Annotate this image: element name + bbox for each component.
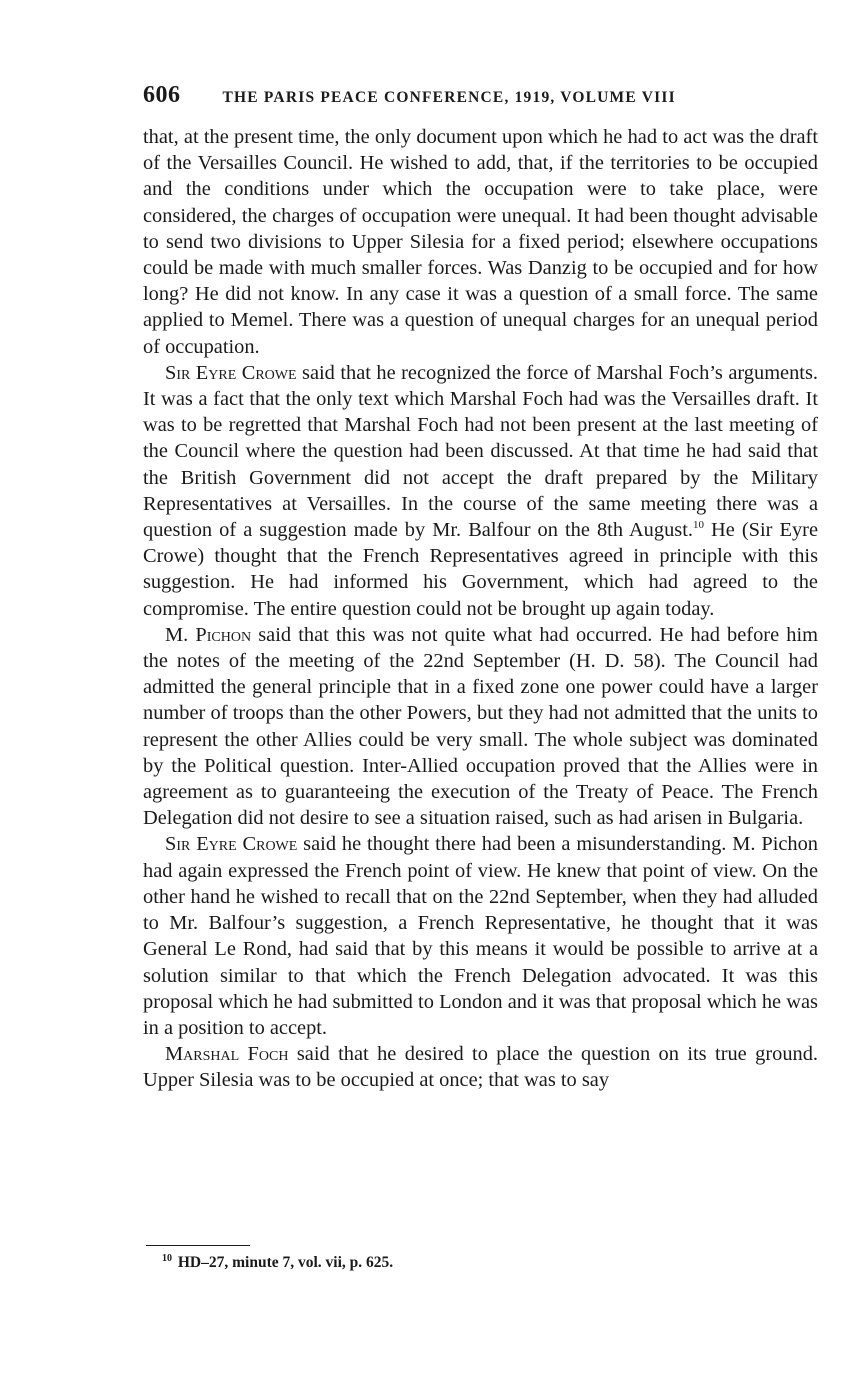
running-title: THE PARIS PEACE CONFERENCE, 1919, VOLUME VIII [222, 89, 676, 106]
footnote-text: HD–27, minute 7, vol. vii, p. 625. [174, 1254, 394, 1271]
speaker-name: M. Pichon [165, 623, 252, 646]
paragraph-text: said that he recognized the force of Marshal Foch’s arguments. It was a fact that the only text which Marshal Foch had was the Versailles draft. It was to be regretted that Marshal Foch had not been present at the last meeting of the Council where the question had been discussed. At that time he had said that the British Government did not accept the draft prepared by the Military Representatives at Versailles. In the course of the same meeting there was a question of a suggestion made by Mr. Balfour on the 8th August. [143, 361, 818, 542]
paragraph [143, 360, 818, 622]
speaker-name: Marshal Foch [165, 1043, 289, 1066]
page-number: 606 [143, 82, 181, 108]
paragraph [143, 831, 818, 1041]
footnote-number: 10 [162, 1252, 172, 1264]
footnote-reference[interactable]: 10 [692, 519, 704, 532]
paragraph-text: that, at the present time, the only document upon which he had to act was the draft of the Versailles Council. He wished to add, that, if the territories to be occupied and the conditions under which the occupation were to take place, were considered, the charges of occupation were unequal. It had been thought advisable to send two divisions to Upper Silesia for a fixed period; elsewhere occupations could be made with much smaller forces. Was Danzig to be occupied and for how long? He did not know. In any case it was a question of a small force. The same applied to Memel. There was a question of unequal charges for an unequal period of occupation. [143, 126, 818, 358]
speaker-name: Sir Eyre Crowe [165, 361, 297, 384]
paragraph [143, 124, 818, 360]
paragraph-text: He (Sir Eyre Crowe) thought that the French Representatives agreed in principle with this suggestion. He had informed his Government, which had agreed to the compromise. The entire question could not be brought up again today. [143, 519, 818, 620]
paragraph-text: said that he desired to place the question on its true ground. Upper Silesia was to be occupied at once; that was to say [143, 1043, 818, 1092]
body-text [143, 124, 818, 1094]
page-header [143, 82, 823, 114]
footnote-divider [146, 1245, 250, 1246]
paragraph-text: said that this was not quite what had occurred. He had before him the notes of the meeting of the 22nd September (H. D. 58). The Council had admitted the general principle that in a fixed zone one power could have a larger number of troops than the other Powers, but they had not admitted that the units to represent the other Allies could be very small. The whole subject was dominated by the Political question. Inter-Allied occupation proved that the Allies were in agreement as to guaranteeing the execution of the Treaty of Peace. The French Delegation did not desire to see a situation raised, such as had arisen in Bulgaria. [143, 623, 818, 830]
paragraph-text: said he thought there had been a misunderstanding. M. Pichon had again expressed the French point of view. He knew that point of view. On the other hand he wished to recall that on the 22nd September, when they had alluded to Mr. Balfour’s suggestion, a French Representative, he thought that it was General Le Rond, had said that by this means it would be possible to arrive at a solution similar to that which the French Delegation advocated. It was this proposal which he had submitted to London and it was that proposal which he was in a position to accept. [143, 833, 818, 1039]
paragraph [143, 1041, 818, 1093]
speaker-name: Sir Eyre Crowe [165, 833, 298, 856]
footnote [162, 1253, 822, 1273]
paragraph [143, 622, 818, 832]
